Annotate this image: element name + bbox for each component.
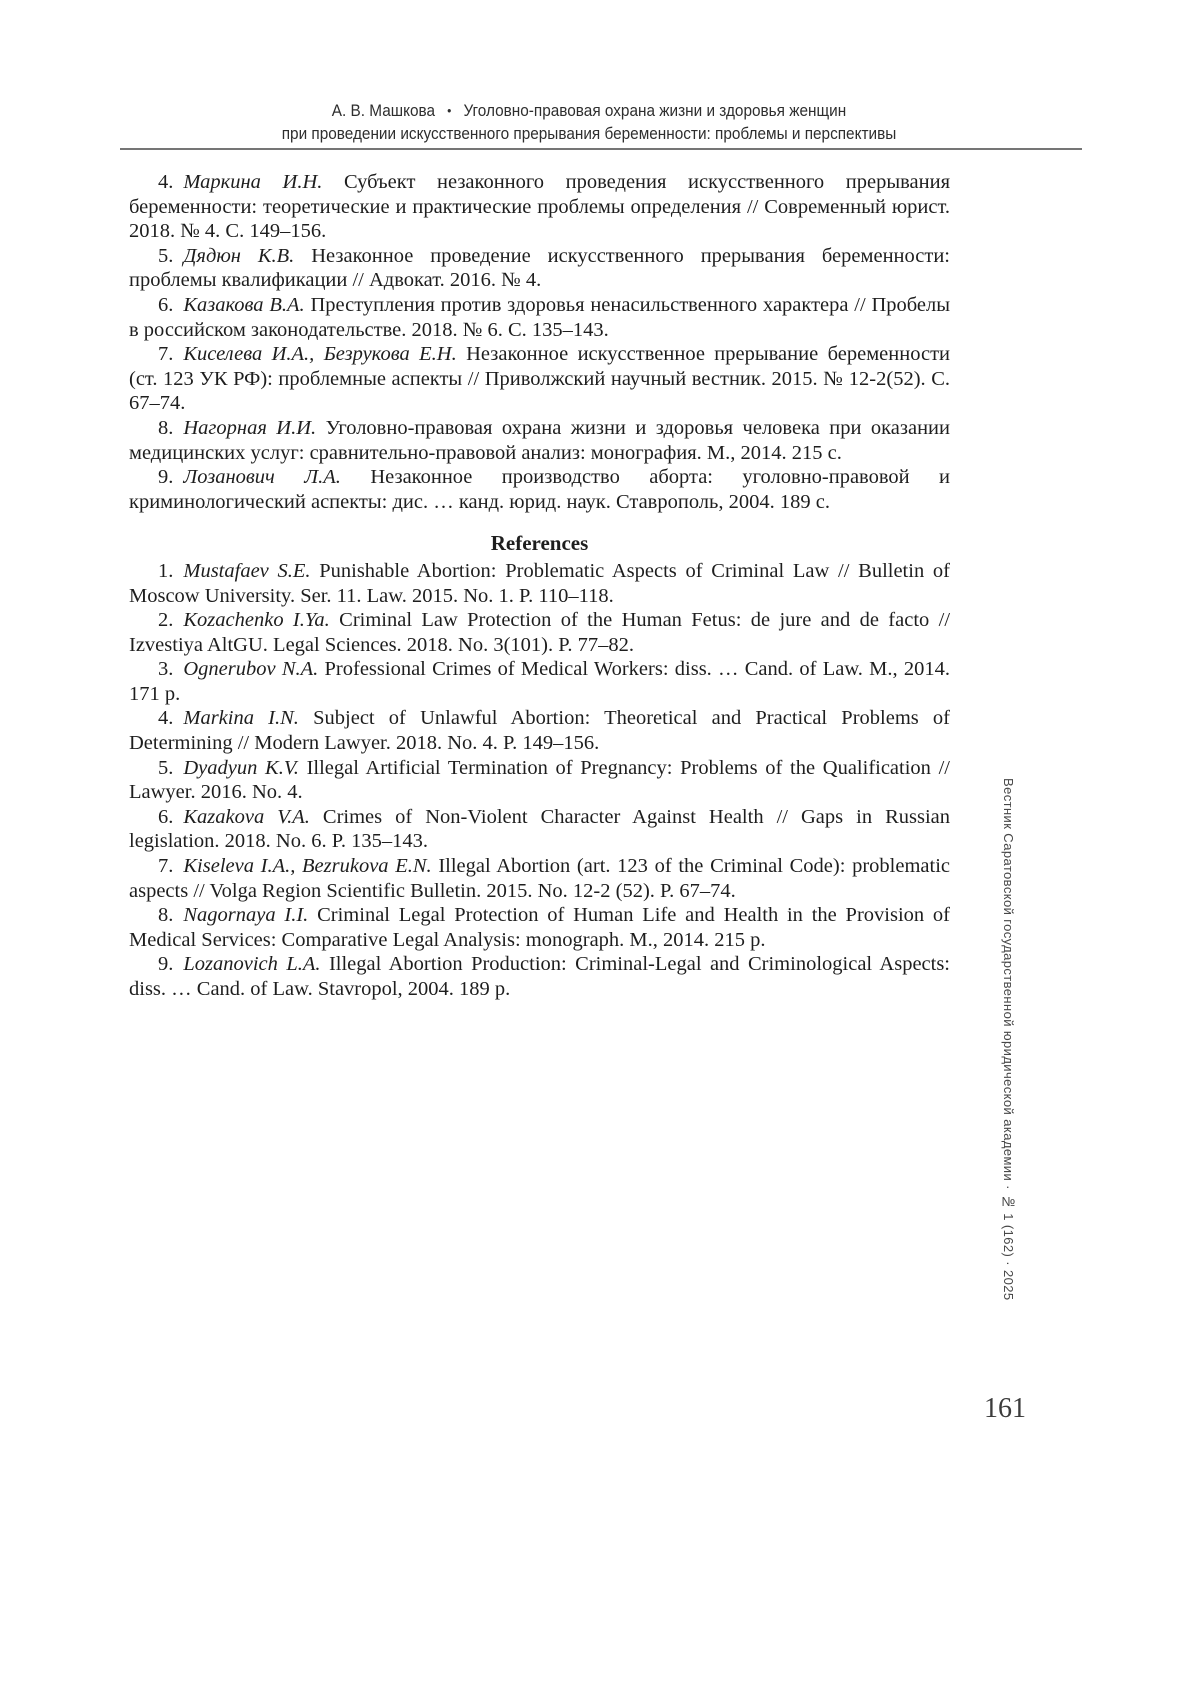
- reference-author: Nagornaya I.I.: [183, 904, 309, 927]
- reference-author: Kiseleva I.A., Bezrukova E.N.: [183, 855, 432, 878]
- running-head-subtitle: при проведении искусственного прерывания беременности: проблемы и перспективы: [281, 125, 897, 143]
- reference-number: 5.: [158, 756, 174, 779]
- reference-text: Преступления против здоровья ненасильственного характера // Пробелы в российском законодательстве. 2018. № 6. С. 135–143.: [129, 293, 951, 341]
- reference-item: [129, 293, 950, 342]
- reference-author: Нагорная И.И.: [183, 416, 317, 439]
- reference-item: [129, 657, 950, 706]
- reference-author: Kazakova V.A.: [183, 805, 310, 828]
- reference-text: Illegal Artificial Termination of Pregnancy: Problems of the Qualification // Lawyer. 2016. No. 4.: [129, 756, 950, 804]
- reference-author: Казакова В.А.: [183, 293, 305, 316]
- reference-text: Illegal Abortion (art. 123 of the Criminal Code): problematic aspects // Volga Region Scientific Bulletin. 2015. No. 12-2 (52). P. 67–74.: [129, 855, 950, 902]
- reference-number: 9.: [158, 953, 174, 976]
- reference-number: 6.: [158, 805, 174, 828]
- reference-number: 4.: [158, 707, 174, 730]
- reference-number: 3.: [158, 658, 174, 681]
- journal-sidebar-title: Вестник Саратовской государственной юридической академии · № 1 (162) · 2025: [1001, 778, 1016, 1301]
- reference-number: 1.: [158, 559, 174, 582]
- header-rule: [120, 148, 1082, 150]
- reference-author: Лозанович Л.А.: [183, 466, 341, 489]
- reference-item: [129, 805, 950, 854]
- article-body: [129, 170, 950, 1002]
- reference-author: Киселева И.А., Безрукова Е.Н.: [183, 343, 457, 366]
- reference-text: Criminal Law Protection of the Human Fetus: de jure and de facto // Izvestiya AltGU. Legal Sciences. 2018. No. 3(101). P. 77–82.: [129, 609, 951, 656]
- reference-item: [129, 903, 950, 952]
- reference-author: Маркина И.Н.: [183, 171, 323, 193]
- reference-number: 5.: [158, 244, 174, 267]
- reference-item: [129, 416, 950, 465]
- reference-author: Markina I.N.: [183, 707, 299, 730]
- page-number: 161: [984, 1393, 1026, 1424]
- reference-author: Mustafaev S.E.: [183, 559, 311, 582]
- reference-item: [129, 170, 950, 244]
- reference-text: Illegal Abortion Production: Criminal-Legal and Criminological Aspects: diss. … Cand. of Law. Stavropol, 2004. 189 p.: [129, 953, 951, 1000]
- reference-number: 7.: [158, 855, 174, 878]
- reference-author: Lozanovich L.A.: [183, 953, 321, 976]
- running-head-author: А. В. Машкова: [331, 102, 436, 120]
- bullet-separator: •: [447, 103, 452, 118]
- reference-item: [129, 244, 950, 293]
- references-heading: References: [490, 531, 589, 556]
- reference-item: [129, 465, 950, 514]
- reference-item: [129, 756, 950, 805]
- reference-item: [129, 559, 950, 608]
- reference-text: Professional Crimes of Medical Workers: diss. … Cand. of Law. M., 2014. 171 p.: [129, 658, 950, 705]
- references-english: [129, 559, 950, 1002]
- reference-text: Punishable Abortion: Problematic Aspects of Criminal Law // Bulletin of Moscow University. Ser. 11. Law. 2015. No. 1. P. 110–118.: [129, 559, 950, 607]
- running-head-title: Уголовно-правовая охрана жизни и здоровья женщин: [463, 102, 847, 120]
- reference-text: Незаконное производство аборта: уголовно-правовой и криминологический аспекты: дис. … канд. юрид. наук. Ставрополь, 2004. 189 с.: [129, 466, 950, 513]
- reference-author: Дядюн К.В.: [183, 244, 295, 267]
- reference-number: 6.: [158, 293, 174, 316]
- reference-text: Уголовно-правовая охрана жизни и здоровья человека при оказании медицинских услуг: сравнительно-правовой анализ: монография. М., 2014. 215 с.: [129, 416, 950, 464]
- reference-item: [129, 342, 950, 416]
- reference-item: [129, 854, 950, 903]
- reference-number: 8.: [158, 904, 174, 927]
- reference-number: 8.: [158, 416, 174, 439]
- reference-number: 7.: [158, 343, 174, 366]
- reference-item: [129, 952, 950, 1001]
- reference-text: Criminal Legal Protection of Human Life and Health in the Provision of Medical Services: Comparative Legal Analysis: monograph. M., 2014. 215 p.: [129, 904, 950, 951]
- running-head-line1: [160, 99, 1017, 123]
- reference-number: 4.: [158, 171, 174, 193]
- reference-author: Ognerubov N.A.: [183, 658, 319, 681]
- reference-item: [129, 608, 950, 657]
- reference-number: 2.: [158, 609, 174, 632]
- reference-text: Незаконное искусственное прерывание беременности (ст. 123 УК РФ): проблемные аспекты // Приволжский научный вестник. 2015. № 12-2(52). С. 67–74.: [129, 343, 950, 415]
- reference-number: 9.: [158, 466, 174, 489]
- bibliography-russian: [129, 170, 950, 514]
- reference-author: Kozachenko I.Ya.: [183, 609, 330, 632]
- reference-author: Dyadyun K.V.: [183, 756, 299, 779]
- reference-text: Subject of Unlawful Abortion: Theoretical and Practical Problems of Determining // Modern Lawyer. 2018. No. 4. P. 149–156.: [129, 707, 951, 755]
- running-head: [160, 99, 1017, 146]
- reference-text: Субъект незаконного проведения искусственного прерывания беременности: теоретические и практические проблемы определения // Современный юрист. 2018. № 4. С. 149–156.: [129, 171, 950, 243]
- reference-text: Crimes of Non-Violent Character Against Health // Gaps in Russian legislation. 2018. No. 6. P. 135–143.: [129, 805, 950, 853]
- reference-text: Незаконное проведение искусственного прерывания беременности: проблемы квалификации // Адвокат. 2016. № 4.: [129, 244, 950, 292]
- reference-item: [129, 706, 950, 755]
